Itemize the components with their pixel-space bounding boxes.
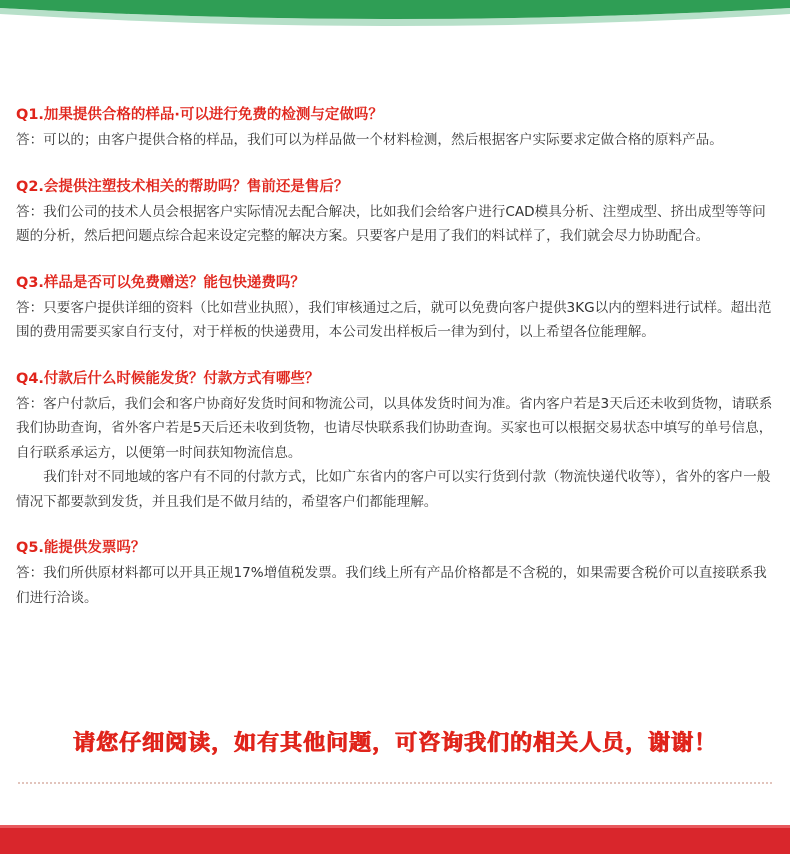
- faq-answer: 答：只要客户提供详细的资料（比如营业执照），我们审核通过之后，就可以免费向客户提供3KG以内的塑料进行试样。超出范围的费用需要买家自行支付，对于样板的快递费用，本公司发出样板后一律为到付，以上希望各位能理解。: [16, 299, 772, 340]
- faq-question: Q1.加果提供合格的样品·可以进行免费的检测与定做吗？: [16, 107, 383, 123]
- faq-question: Q2.会提供注塑技术相关的帮助吗？售前还是售后？: [16, 178, 349, 195]
- faq-item-5: [16, 537, 778, 610]
- dotted-divider: [18, 782, 772, 784]
- faq-item-2: [16, 176, 778, 249]
- faq-answer: 答：我们公司的技术人员会根据客户实际情况去配合解决，比如我们会给客户进行CAD模具分析、注塑成型、挤出成型等等问题的分析，然后把问题点综合起来设定完整的解决方案。只要客户是用了我们的料试样了，我们就会尽力协助配合。: [16, 203, 766, 244]
- bottom-decorative-band: [0, 825, 790, 854]
- faq-section: [16, 104, 778, 633]
- faq-answer: 答：可以的；由客户提供合格的样品，我们可以为样品做一个材料检测，然后根据客户实际要求定做合格的原料产品。: [16, 132, 723, 148]
- faq-answer: 答：我们所供原材料都可以开具正规17%增值税发票。我们线上所有产品价格都是不含税的，如果需要含税价可以直接联系我们进行洽谈。: [16, 565, 767, 606]
- faq-item-3: [16, 272, 778, 345]
- faq-item-4: [16, 368, 778, 515]
- faq-item-1: [16, 104, 778, 153]
- closing-notice: 请您仔细阅读，如有其他问题，可咨询我们的相关人员，谢谢！: [72, 730, 717, 756]
- faq-answer: 答：客户付款后，我们会和客户协商好发货时间和物流公司，以具体发货时间为准。省内客户若是3天后还未收到货物，请联系我们协助查询，省外客户若是5天后还未收到货物，也请尽快联系我们协助查询。买家也可以根据交易状态中填写的单号信息，自行联系承运方，以便第一时间获知物流信息。: [16, 395, 773, 461]
- faq-question: Q5.能提供发票吗？: [16, 540, 146, 556]
- faq-answer-paragraph-2: 我们针对不同地域的客户有不同的付款方式，比如广东省内的客户可以实行货到付款（物流快递代收等），省外的客户一般情况下都要款到发货，并且我们是不做月结的，希望客户们都能理解。: [16, 469, 771, 510]
- top-decorative-wave: [0, 0, 790, 40]
- faq-question: Q4.付款后什么时候能发货？付款方式有哪些？: [16, 370, 320, 387]
- faq-question: Q3.样品是否可以免费赠送？能包快递费吗？: [16, 274, 305, 291]
